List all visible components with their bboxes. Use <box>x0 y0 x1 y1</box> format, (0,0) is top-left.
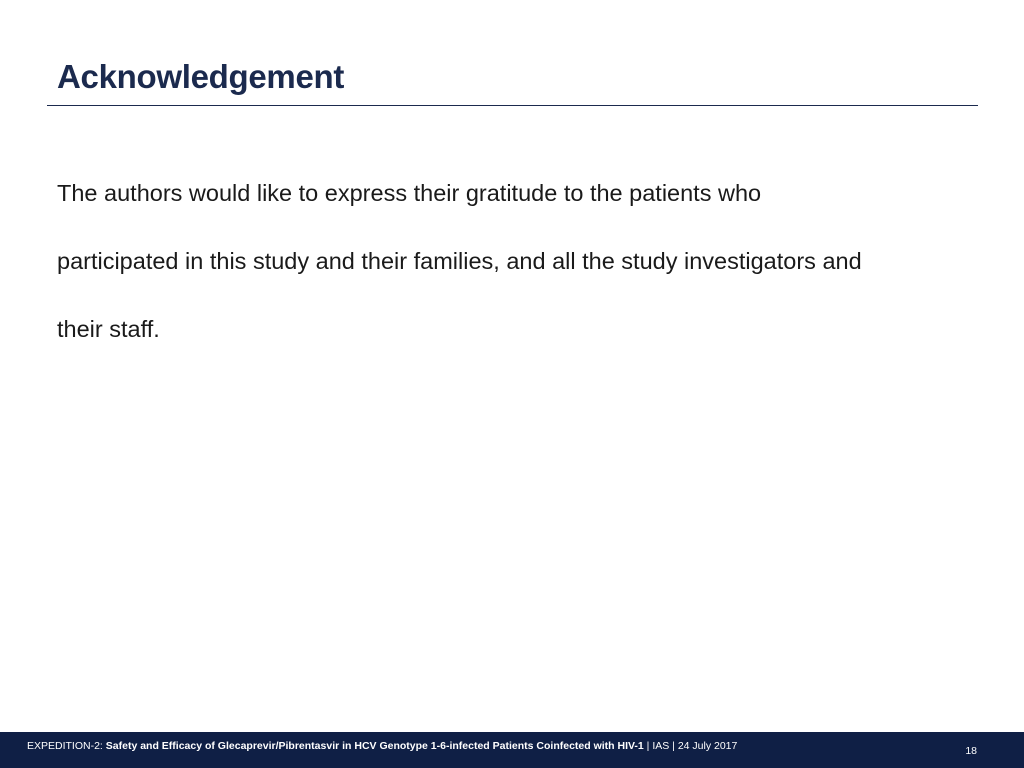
footer-study-prefix: EXPEDITION-2: <box>27 740 106 752</box>
footer-separator: | <box>643 740 653 752</box>
title-divider <box>47 105 978 106</box>
footer-separator: | <box>669 740 678 752</box>
acknowledgement-line-3: their staff. <box>57 316 160 342</box>
acknowledgement-line-1: The authors would like to express their gratitude to the patients who <box>57 180 762 206</box>
page-number: 18 <box>965 745 977 757</box>
footer-study-title: Safety and Efficacy of Glecaprevir/Pibrentasvir in HCV Genotype 1-6-infected Patients Coinfected with HIV-1 <box>105 740 644 752</box>
acknowledgement-text <box>57 159 987 363</box>
footer-bar <box>0 732 1024 768</box>
footer-date: 24 July 2017 <box>677 740 738 752</box>
slide-title: Acknowledgement <box>57 58 345 95</box>
footer-citation <box>27 740 737 752</box>
footer-conference: IAS <box>652 740 670 752</box>
acknowledgement-line-2: participated in this study and their families, and all the study investigators and <box>57 248 862 274</box>
